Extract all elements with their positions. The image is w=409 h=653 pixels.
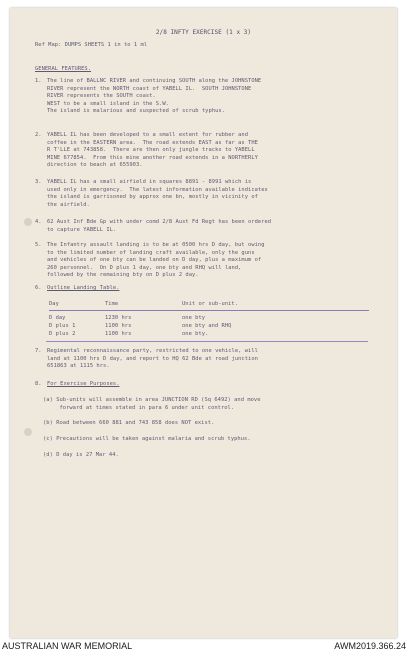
subitem-line: Precautions will be taken against malaria and scrub typhus. [56, 436, 251, 442]
para-line: 62 Aust Inf Bde Gp with under comd 2/8 Aust Fd Regt has been ordered [47, 219, 272, 225]
para-line: The Infantry assault landing is to be at 0500 hrs D day, but owing [47, 242, 265, 248]
subitem-c [43, 436, 251, 444]
para-number: 5. [35, 242, 42, 248]
para-line: followed by the remaining bty on D plus 2 day. [47, 272, 199, 279]
table-bottom-rule [46, 341, 368, 342]
para-number: 6. [35, 285, 42, 291]
para-number: 7. [35, 348, 42, 354]
section-heading: GENERAL FEATURES. [35, 66, 92, 72]
subitem-b [43, 420, 214, 428]
paragraph-7 [35, 348, 258, 371]
table-cell: D day [49, 315, 66, 321]
table-cell: 1100 hrs [105, 331, 132, 337]
para-line: MINE 677854. From this mine another road extends in a NORTHERLY [47, 154, 258, 161]
table-cell: D plus 1 [49, 323, 76, 329]
reference-map: Ref Map: DUMPS SHEETS 1 in to 1 ml [35, 42, 148, 48]
para-line: and vehicles of one bty can be landed on D day, plus a maximum of [47, 257, 262, 264]
footer-accession-number: AWM2019.366.24 [334, 641, 406, 651]
para-line: 651863 at 1115 hrs. [47, 363, 110, 370]
table-cell: one bty [182, 315, 206, 321]
subitem-label: (b) [43, 420, 53, 426]
para-heading: For Exercise Purposes. [47, 381, 120, 387]
footer-bar [0, 640, 409, 653]
para-line: the island is garrisoned by approx one bn, mostly in vicinity of [47, 194, 258, 201]
para-line: The island is malarious and suspected of scrub typhus. [47, 108, 225, 115]
paragraph-2 [35, 132, 258, 170]
subitem-line: Road between 660 881 and 743 858 does NOT exist. [56, 420, 215, 426]
para-line: Regimental reconnaissance party, restricted to one vehicle, will [47, 348, 258, 354]
subitem-a [43, 397, 261, 412]
para-line: YABELL IL has been developed to a small extent for rubber and [47, 132, 249, 138]
para-line: direction to beach at 655903. [47, 162, 143, 169]
para-number: 2. [35, 132, 42, 138]
para-line: The line of BALLNC RIVER and continuing SOUTH along the JOHNSTONE [47, 78, 262, 84]
footer-credit: AUSTRALIAN WAR MEMORIAL [2, 641, 133, 651]
subitem-label: (d) [43, 452, 53, 458]
table-cell: 1230 hrs [105, 315, 132, 321]
document-page [10, 8, 397, 638]
para-number: 3. [35, 179, 42, 185]
table-cell: 1100 hrs [105, 323, 132, 329]
paragraph-3 [35, 179, 268, 209]
para-line: coffee in the EASTERN area. The road extends EAST as far as THE [47, 139, 258, 146]
para-line: RIVER represent the NORTH coast of YABELL IL. SOUTH JOHNSTONE [47, 85, 252, 92]
paragraph-5 [35, 242, 265, 280]
subitem-label: (c) [43, 436, 53, 442]
para-line: to capture YABELL IL. [47, 226, 117, 233]
table-heading: Outline Landing Table. [47, 285, 120, 291]
subitem-line: Sub-units will assemble in area JUNCTION RD (Sq 6492) and move [56, 397, 261, 403]
paragraph-6 [35, 285, 120, 293]
table-header-time: Time [105, 301, 119, 307]
paragraph-4 [35, 219, 271, 234]
para-line: the airfield. [47, 201, 90, 208]
subitem-label: (a) [43, 397, 53, 403]
para-line: land at 1100 hrs D day, and report to HQ 62 Bde at road junction [47, 355, 258, 362]
document-title: 2/8 INFTY EXERCISE (1 x 3) [155, 29, 252, 36]
table-header-unit: Unit or sub-unit. [182, 301, 239, 307]
paragraph-8 [35, 381, 120, 389]
para-line: YABELL IL has a small airfield in squares 8891 - 8991 which is [47, 179, 252, 185]
table-cell: one bty. [182, 331, 209, 337]
subitem-line: forward at times stated in para 6 under unit control. [59, 404, 235, 411]
para-number: 8. [35, 381, 42, 387]
para-number: 1. [35, 78, 42, 84]
para-line: to the limited number of landing craft available, only the guns [47, 249, 255, 256]
punch-hole [24, 218, 32, 226]
para-line: RIVER represents the SOUTH coast. [47, 93, 156, 100]
table-header-day: Day [49, 301, 59, 307]
paragraph-1 [35, 78, 261, 116]
subitem-d [43, 452, 119, 460]
para-number: 4. [35, 219, 42, 225]
table-cell: D plus 2 [49, 331, 76, 337]
para-line: used only in emergency. The latest information available indicates [47, 186, 268, 193]
para-line: WEST to be a small island in the S.W. [47, 100, 169, 107]
para-line: R T'LLE at 743858. There are then only jungle tracks to YABELL [47, 147, 255, 154]
para-line: 260 personnel. On D plus 1 day, one bty and RHQ will land, [47, 264, 242, 271]
subitem-line: D day is 27 Mar 44. [56, 452, 119, 458]
table-rule [49, 310, 369, 311]
punch-hole [24, 428, 32, 436]
table-cell: one bty and RHQ [182, 323, 232, 329]
